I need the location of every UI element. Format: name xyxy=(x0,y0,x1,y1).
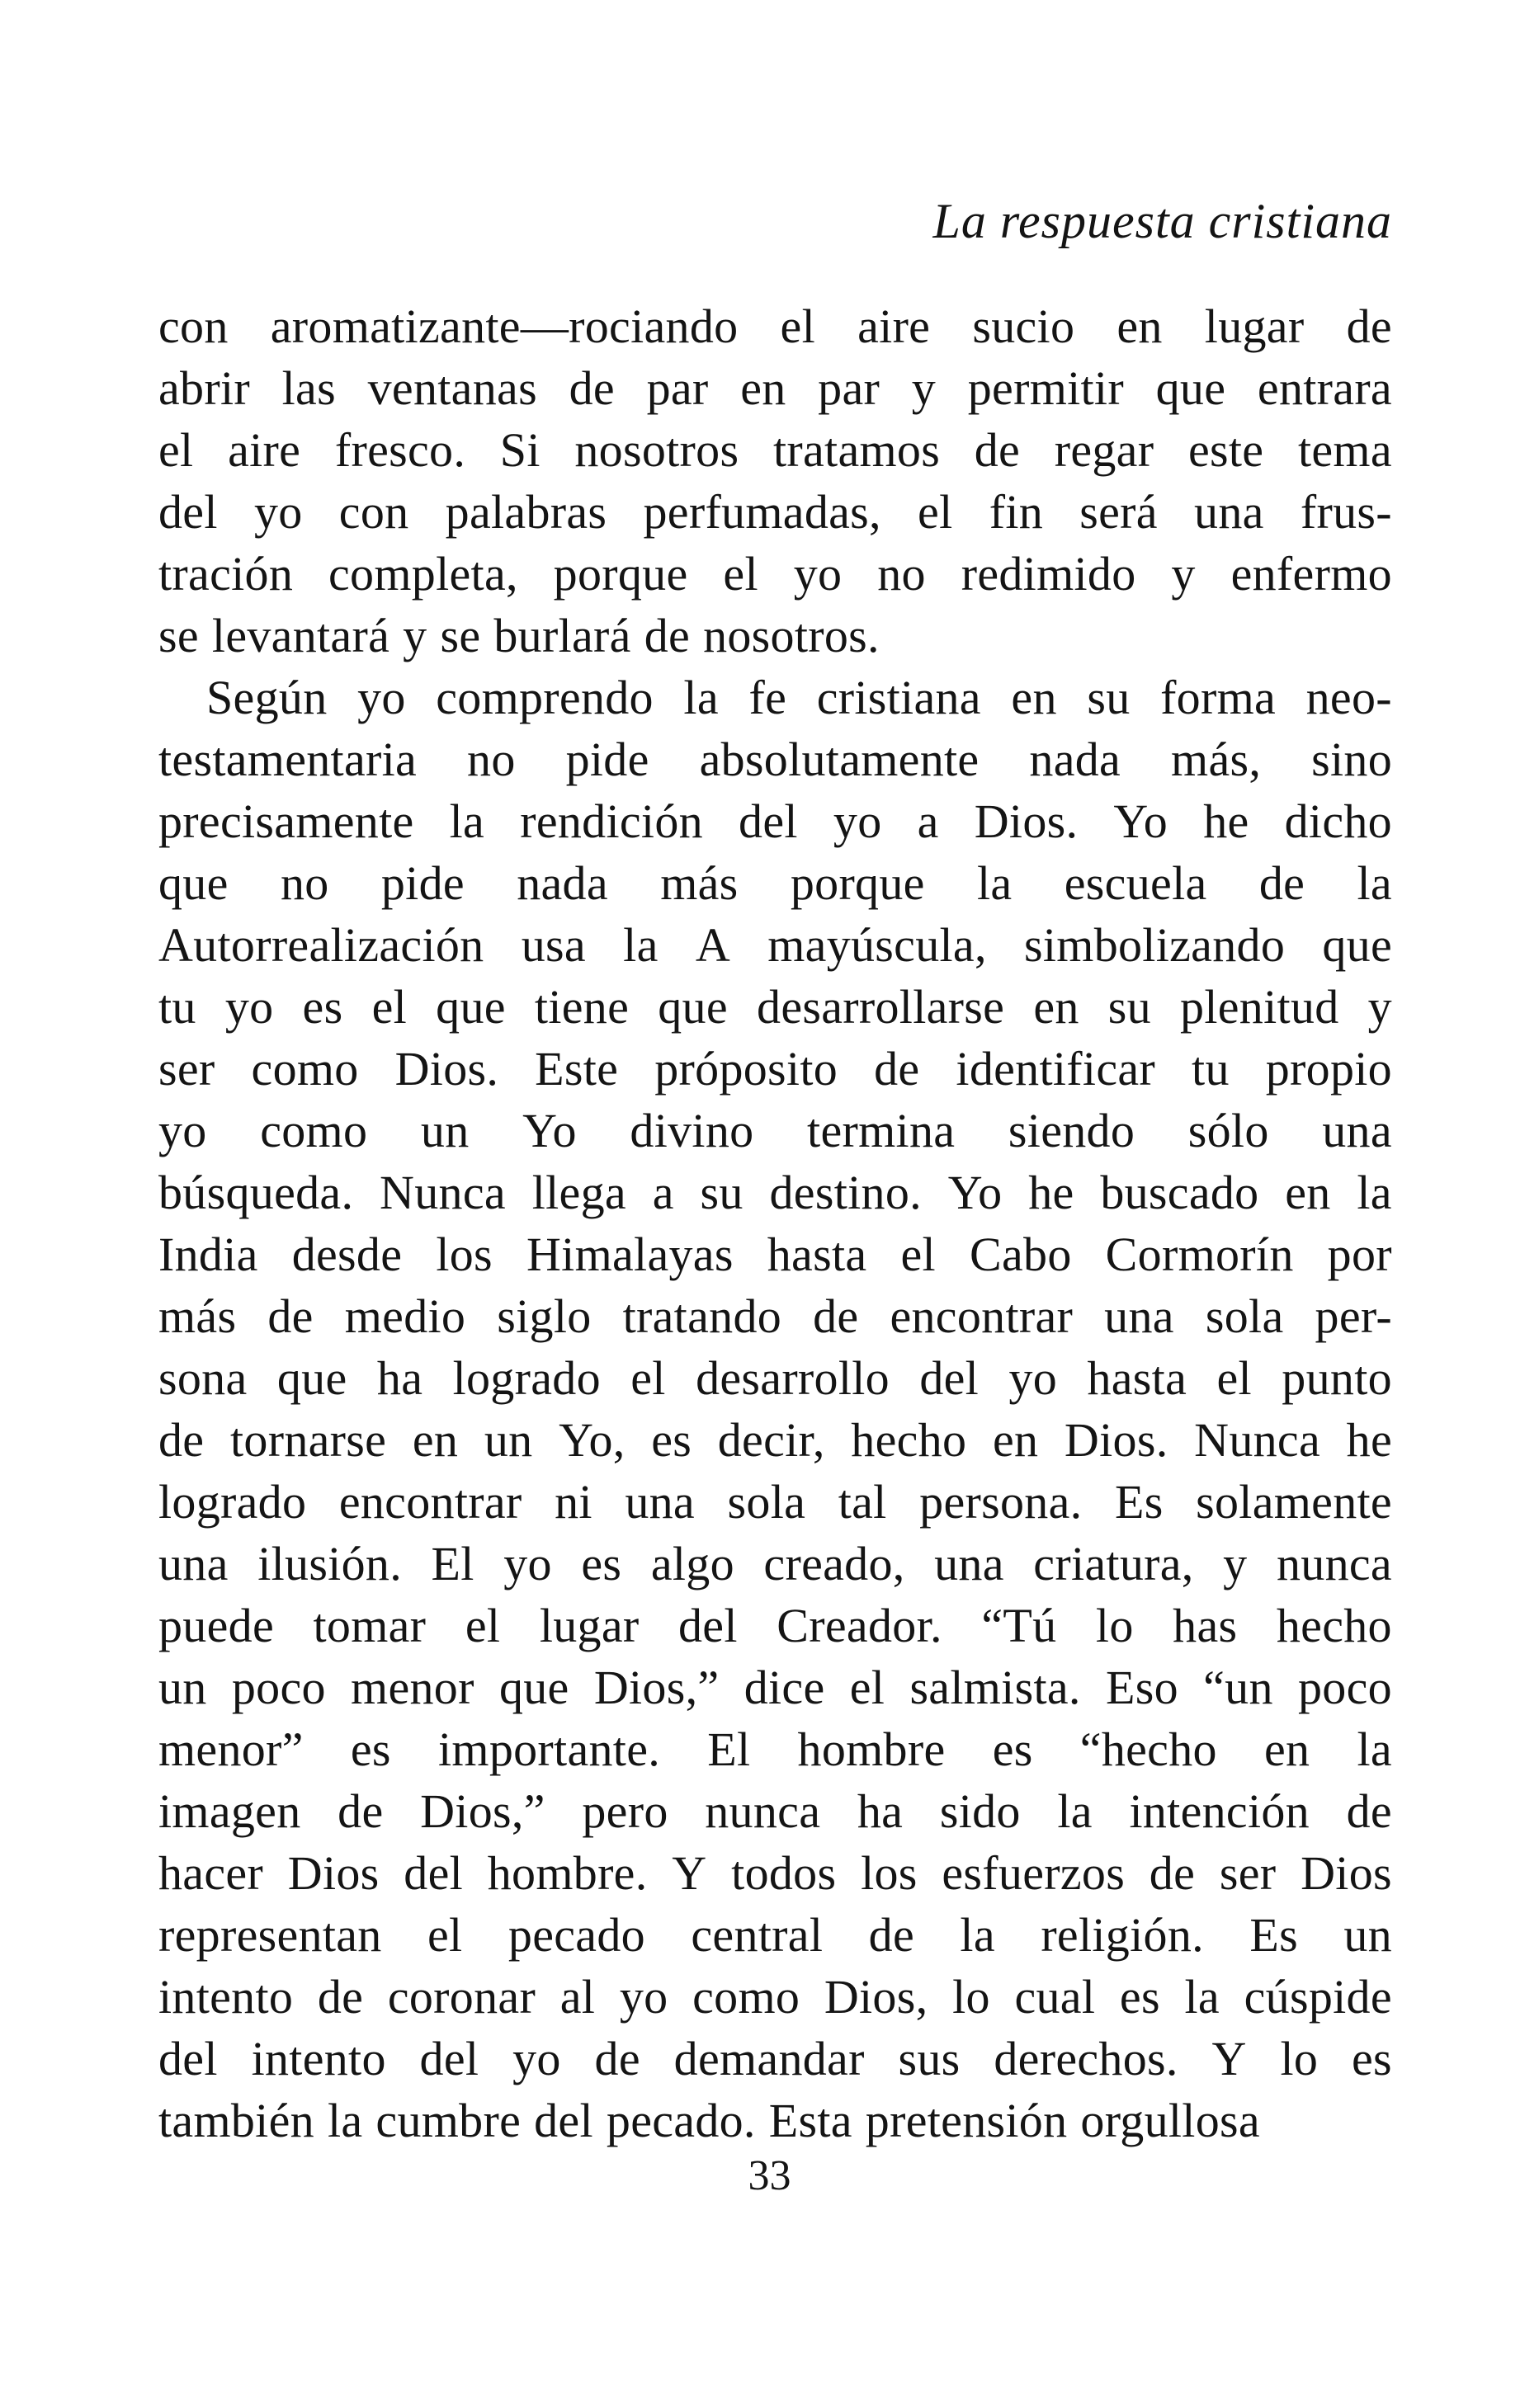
paragraph-1 xyxy=(158,295,1392,667)
text-line: puede tomar el lugar del Creador. “Tú lo has hecho xyxy=(158,1599,1392,1652)
text-line: que no pide nada más porque la escuela de la xyxy=(158,856,1392,910)
running-header: La respuesta cristiana xyxy=(932,194,1392,248)
text-line: Según yo comprendo la fe cristiana en su forma neo- xyxy=(206,671,1392,724)
text-line: con aromatizante—rociando el aire sucio en lugar de xyxy=(158,299,1392,353)
text-line: intento de coronar al yo como Dios, lo cual es la cúspide xyxy=(158,1970,1392,2024)
text-line: también la cumbre del pecado. Esta pretensión orgullosa xyxy=(158,2094,1260,2147)
page-number: 33 xyxy=(748,2152,791,2199)
text-line: Autorrealización usa la A mayúscula, simbolizando que xyxy=(158,918,1392,972)
text-line: imagen de Dios,” pero nunca ha sido la intención de xyxy=(158,1784,1392,1838)
text-line: se levantará y se burlará de nosotros. xyxy=(158,609,880,662)
text-line: tración completa, porque el yo no redimido y enfermo xyxy=(158,547,1392,601)
text-line: un poco menor que Dios,” dice el salmista. Eso “un poco xyxy=(158,1661,1392,1714)
text-line: yo como un Yo divino termina siendo sólo una xyxy=(158,1104,1392,1157)
text-line: sona que ha logrado el desarrollo del yo hasta el punto xyxy=(158,1351,1392,1405)
text-line: búsqueda. Nunca llega a su destino. Yo he buscado en la xyxy=(158,1166,1392,1219)
text-line: hacer Dios del hombre. Y todos los esfuerzos de ser Dios xyxy=(158,1846,1392,1900)
text-line: India desde los Himalayas hasta el Cabo Cormorín por xyxy=(158,1228,1392,1281)
text-line: ser como Dios. Este próposito de identificar tu propio xyxy=(158,1042,1392,1096)
text-line: representan el pecado central de la religión. Es un xyxy=(158,1908,1392,1962)
text-line: menor” es importante. El hombre es “hecho en la xyxy=(158,1722,1392,1776)
text-line: el aire fresco. Si nosotros tratamos de regar este tema xyxy=(158,423,1392,477)
text-line: testamentaria no pide absolutamente nada más, sino xyxy=(158,733,1392,786)
paragraph-2 xyxy=(158,667,1392,2151)
text-line: del intento del yo de demandar sus derechos. Y lo es xyxy=(158,2032,1392,2085)
text-line: logrado encontrar ni una sola tal persona. Es solamente xyxy=(158,1475,1392,1529)
text-line: tu yo es el que tiene que desarrollarse en su plenitud y xyxy=(158,980,1392,1034)
text-line: abrir las ventanas de par en par y permitir que entrara xyxy=(158,361,1392,415)
text-line: precisamente la rendición del yo a Dios. Yo he dicho xyxy=(158,794,1392,848)
body-text xyxy=(158,295,1392,2151)
text-line: del yo con palabras perfumadas, el fin será una frus- xyxy=(158,485,1392,539)
text-line: de tornarse en un Yo, es decir, hecho en Dios. Nunca he xyxy=(158,1413,1392,1467)
text-line: más de medio siglo tratando de encontrar una sola per- xyxy=(158,1289,1392,1343)
text-line: una ilusión. El yo es algo creado, una criatura, y nunca xyxy=(158,1537,1392,1590)
